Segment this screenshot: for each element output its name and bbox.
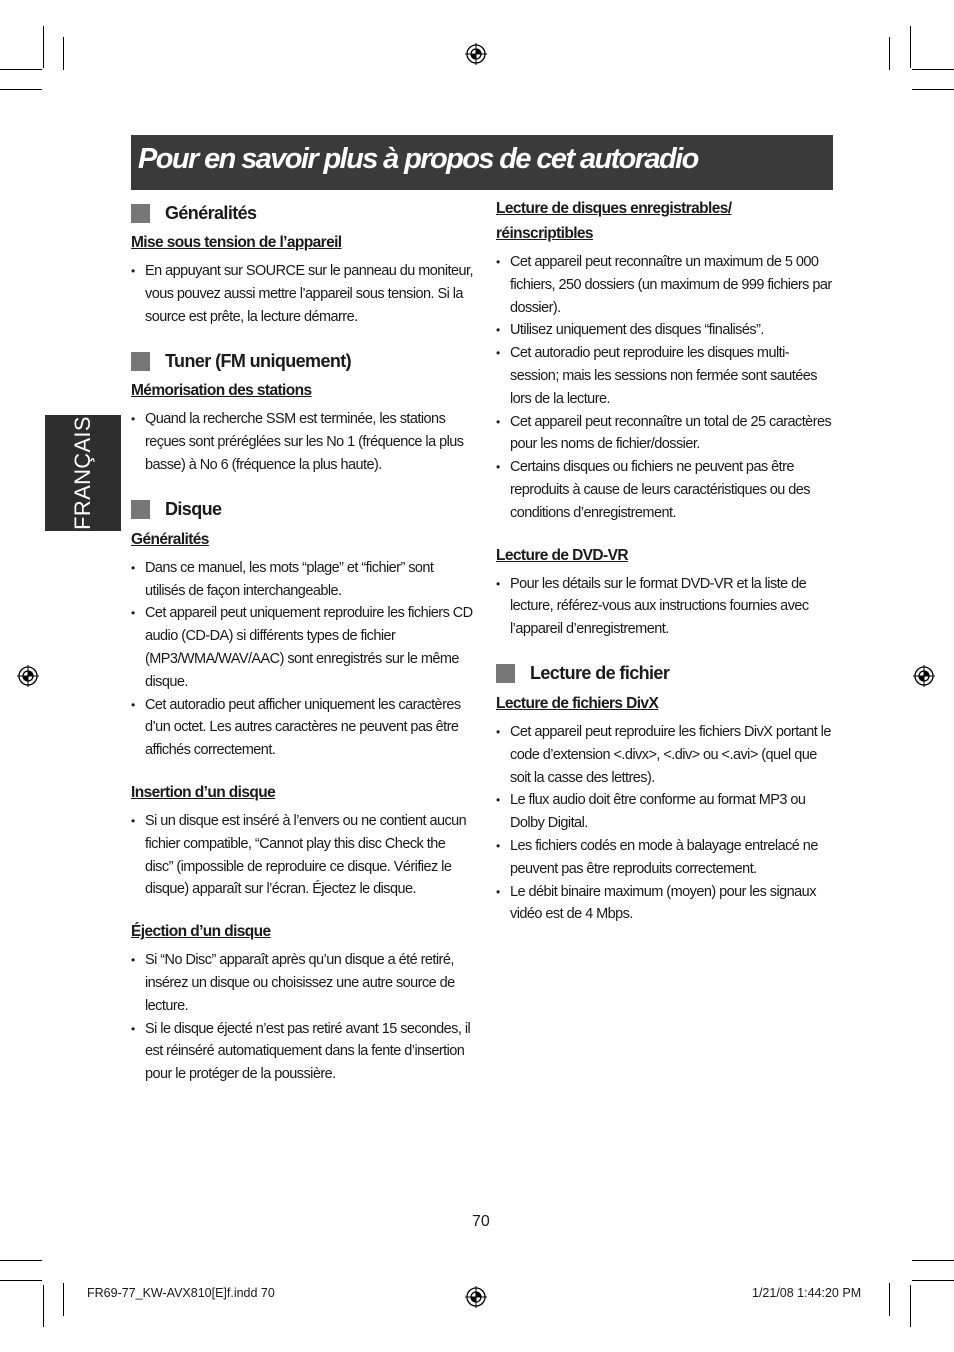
bullet-item: • Certains disques ou fichiers ne peuvent pas être reproduits à cause de leurs caractéristiques ou des conditions d’enregistrement. <box>496 456 832 524</box>
subsection-heading: Mémorisation des stations <box>131 382 312 400</box>
section-marker-icon <box>131 204 150 223</box>
bullet-item: • Cet appareil peut reconnaître un total de 25 caractères pour les noms de fichier/dossier. <box>496 411 832 457</box>
section-marker-icon <box>131 352 150 371</box>
subsection-heading: Mise sous tension de l’appareil <box>131 234 342 251</box>
section <box>131 499 475 1086</box>
section <box>131 202 475 328</box>
bullet-item: • Quand la recherche SSM est terminée, les stations reçues sont préréglées sur les No 1 (fréquence la plus basse) à No 6 (fréquence la plus haute). <box>131 408 475 476</box>
bullet-list <box>496 721 832 926</box>
right-column <box>496 196 832 948</box>
subsection-heading: Lecture de disques enregistrables/ réinscriptibles <box>496 200 732 242</box>
section-heading-text: Tuner (FM uniquement) <box>165 350 352 371</box>
crop-mark <box>63 1283 64 1316</box>
title-banner <box>131 135 833 190</box>
subsection-heading: Généralités <box>131 530 209 548</box>
bullet-item: • Si le disque éjecté n’est pas retiré avant 15 secondes, il est réinséré automatiquement dans la fente d’insertion pour le protéger de la poussière. <box>131 1018 475 1086</box>
registration-mark-icon <box>465 43 487 65</box>
crop-mark <box>63 37 64 70</box>
page-number: 70 <box>472 1213 490 1230</box>
bullet-list <box>131 408 475 476</box>
section <box>496 663 832 926</box>
section-heading-text: Disque <box>165 499 222 520</box>
bullet-item: • Si “No Disc” apparaît après qu’un disque a été retiré, insérez un disque ou choisissez une autre source de lecture. <box>131 949 475 1017</box>
registration-mark-icon <box>17 665 39 687</box>
crop-mark <box>0 89 42 90</box>
bullet-list <box>496 573 832 641</box>
language-tab <box>45 415 121 531</box>
bullet-list <box>131 810 475 901</box>
crop-mark <box>0 69 42 70</box>
section <box>131 350 475 476</box>
section-heading <box>131 350 475 372</box>
bullet-list <box>131 949 475 1086</box>
crop-mark <box>43 1285 44 1327</box>
bullet-item: • Utilisez uniquement des disques “finalisés”. <box>496 319 832 342</box>
section <box>496 196 832 641</box>
bullet-item: • Dans ce manuel, les mots “plage” et “fichier” sont utilisés de façon interchangeable. <box>131 557 475 603</box>
registration-mark-icon <box>913 665 935 687</box>
bullet-item: • Le flux audio doit être conforme au format MP3 ou Dolby Digital. <box>496 789 832 835</box>
section-heading <box>131 499 475 521</box>
bullet-item: • Le débit binaire maximum (moyen) pour les signaux vidéo est de 4 Mbps. <box>496 881 832 927</box>
crop-mark <box>889 1283 890 1316</box>
bullet-item: • Pour les détails sur le format DVD-VR et la liste de lecture, référez-vous aux instructions fournies avec l’appareil d’enregistrement. <box>496 573 832 641</box>
subsection-heading: Lecture de DVD-VR <box>496 546 628 564</box>
footer-file-info: FR69-77_KW-AVX810[E]f.indd 70 <box>87 1286 275 1300</box>
bullet-item: • Cet autoradio peut afficher uniquement les caractères d’un octet. Les autres caractères ne peuvent pas être affichés correctement. <box>131 694 475 762</box>
bullet-list <box>131 260 475 328</box>
page-title: Pour en savoir plus à propos de cet autoradio <box>138 143 698 175</box>
language-tab-label: FRANÇAIS <box>70 416 95 530</box>
section-heading-text: Généralités <box>165 202 257 223</box>
bullet-item: • Les fichiers codés en mode à balayage entrelacé ne peuvent pas être reproduits correctement. <box>496 835 832 881</box>
bullet-item: • Si un disque est inséré à l’envers ou ne contient aucun fichier compatible, “Cannot play this disc Check the disc” (impossible de reproduire ce disque. Vérifiez le disque) apparaît sur l’écran. Éjectez le disque. <box>131 810 475 901</box>
crop-mark <box>43 26 44 68</box>
section-marker-icon <box>496 664 515 683</box>
footer-timestamp: 1/21/08 1:44:20 PM <box>752 1286 862 1300</box>
subsection-heading: Insertion d’un disque <box>131 783 276 801</box>
crop-mark <box>889 37 890 70</box>
crop-mark <box>912 1280 954 1281</box>
bullet-list <box>131 557 475 762</box>
crop-mark <box>912 1260 954 1261</box>
subsection-heading: Lecture de fichiers DivX <box>496 694 659 712</box>
crop-mark <box>0 1280 42 1281</box>
crop-mark <box>910 26 911 68</box>
registration-mark-icon <box>465 1286 487 1308</box>
bullet-item: • Cet appareil peut reconnaître un maximum de 5 000 fichiers, 250 dossiers (un maximum de 999 fichiers par dossier). <box>496 251 832 319</box>
section-heading <box>131 202 475 224</box>
section-heading-text: Lecture de fichier <box>530 663 670 684</box>
crop-mark <box>912 89 954 90</box>
crop-mark <box>0 1260 42 1261</box>
bullet-list <box>496 251 832 525</box>
section-heading <box>496 663 832 685</box>
bullet-item: • Cet appareil peut uniquement reproduire les fichiers CD audio (CD-DA) si différents types de fichier (MP3/WMA/WAV/AAC) sont enregistrés sur le même disque. <box>131 602 475 693</box>
crop-mark <box>910 1285 911 1327</box>
crop-mark <box>912 69 954 70</box>
bullet-item: • Cet appareil peut reproduire les fichiers DivX portant le code d’extension <.divx>, <.div> ou <.avi> (quel que soit la casse des lettres). <box>496 721 832 789</box>
bullet-item: • Cet autoradio peut reproduire les disques multi-session; mais les sessions non fermée sont sautées lors de la lecture. <box>496 342 832 410</box>
subsection-heading: Éjection d’un disque <box>131 923 271 941</box>
left-column <box>131 196 475 1108</box>
section-marker-icon <box>131 500 150 519</box>
bullet-item: • En appuyant sur SOURCE sur le panneau du moniteur, vous pouvez aussi mettre l’appareil sous tension. Si la source est prête, la lecture démarre. <box>131 260 475 328</box>
